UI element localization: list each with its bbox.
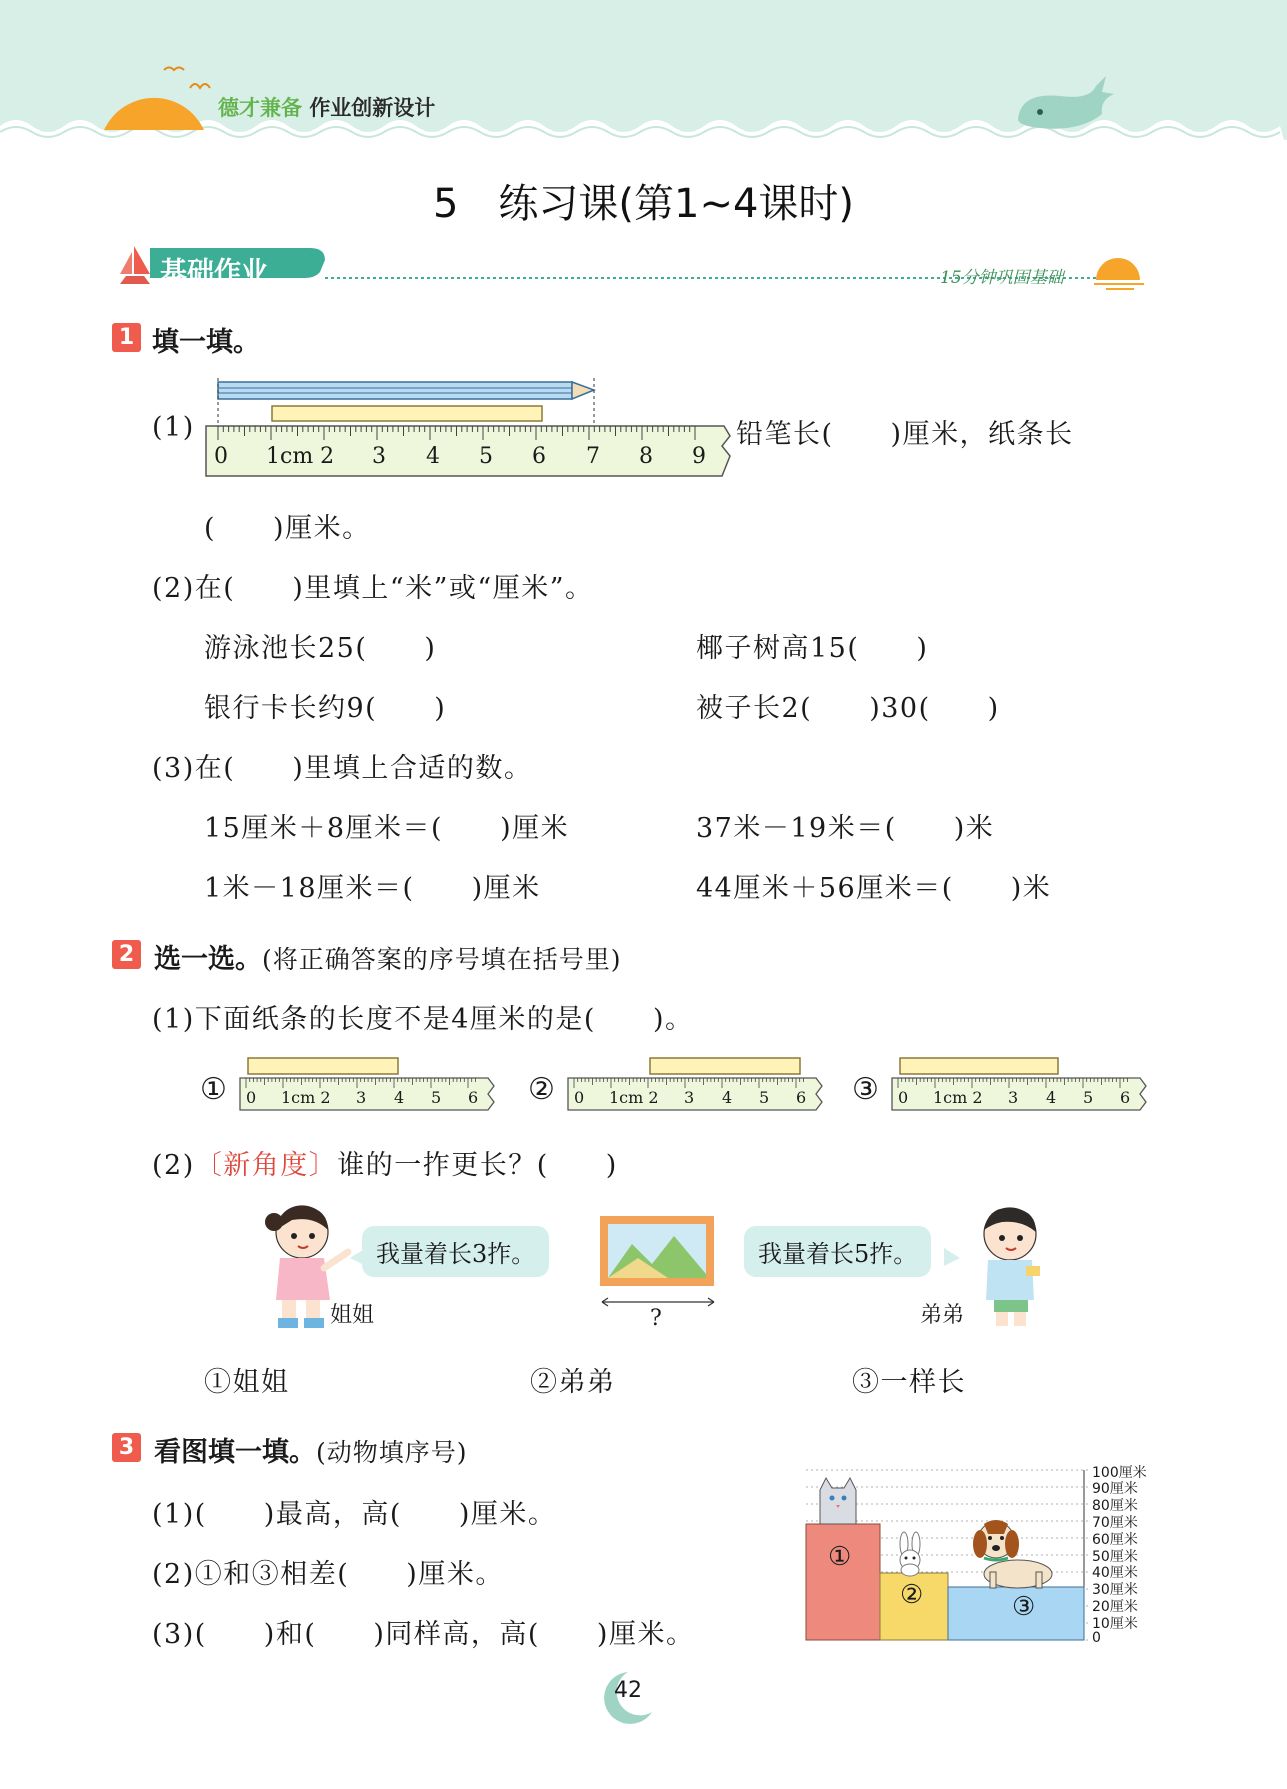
ruler-tick-label: 0 xyxy=(214,444,228,469)
q1-p2-item: 被子长2( )30( ) xyxy=(696,693,1000,724)
q3-title-text: 看图填一填。 xyxy=(154,1437,316,1468)
bubble-left-tail xyxy=(350,1248,366,1268)
q1-number: 1 xyxy=(112,323,141,352)
q1-title: 填一填。 xyxy=(152,327,260,358)
q3-item: (3)( )和( )同样高，高( )厘米。 xyxy=(152,1619,695,1650)
q3-item: (1)( )最高，高( )厘米。 xyxy=(152,1499,557,1530)
block-label-1: ① xyxy=(828,1542,852,1572)
q2-p2 xyxy=(152,1143,618,1182)
q2-choice: ②弟弟 xyxy=(530,1367,616,1398)
q1-p2-item: 椰子树高15( ) xyxy=(696,633,929,664)
q1-p2-title: (2)在( )里填上“米”或“厘米”。 xyxy=(152,573,594,604)
sr-tick-label: 5 xyxy=(431,1088,442,1107)
small-ruler-1 xyxy=(238,1056,498,1114)
sr-tick-label: 1cm 2 xyxy=(609,1088,659,1107)
q1-p3-item: 1米－18厘米＝( )厘米 xyxy=(204,873,541,904)
q2-p2-prefix: (2) xyxy=(152,1150,195,1181)
q3-title xyxy=(154,1430,468,1469)
small-ruler-2 xyxy=(566,1056,826,1114)
boy-illustration xyxy=(966,1202,1056,1332)
section-right-note: 15分钟巩固基础 xyxy=(940,268,1064,288)
q2-choice: ①姐姐 xyxy=(204,1367,290,1398)
section-tag: 基础作业 xyxy=(160,257,268,288)
q1-p2-item: 游泳池长25( ) xyxy=(204,633,437,664)
q1-p3-title: (3)在( )里填上合适的数。 xyxy=(152,753,533,784)
bubble-right: 我量着长5拃。 xyxy=(744,1226,931,1277)
q2-rulers xyxy=(200,1056,1200,1116)
small-ruler-3 xyxy=(890,1056,1150,1114)
scale-label: 80厘米 xyxy=(1092,1498,1138,1514)
ruler-tick-label: 5 xyxy=(479,444,493,469)
sr-tick-label: 4 xyxy=(722,1088,733,1107)
q1-p3-item: 15厘米＋8厘米＝( )厘米 xyxy=(204,813,570,844)
q2-number: 2 xyxy=(112,940,141,969)
q2-choice: ③一样长 xyxy=(852,1367,966,1398)
sr-tick-label: 5 xyxy=(759,1088,770,1107)
bubble-left: 我量着长3拃。 xyxy=(362,1226,549,1277)
ruler-tick-label: 3 xyxy=(372,444,386,469)
scale-label: 50厘米 xyxy=(1092,1549,1138,1565)
q1-p1-text: 铅笔长( )厘米，纸条长 xyxy=(736,419,1074,450)
sr-tick-label: 1cm 2 xyxy=(281,1088,331,1107)
page-title: 5 练习课(第1~4课时) xyxy=(432,181,855,227)
ruler-tick-label: 6 xyxy=(532,444,546,469)
sr-tick-label: 3 xyxy=(356,1088,367,1107)
sr-tick-label: 4 xyxy=(394,1088,405,1107)
brand xyxy=(218,92,435,122)
sr-tick-label: 3 xyxy=(1008,1088,1019,1107)
sr-tick-label: 6 xyxy=(468,1088,479,1107)
option-circle-3: ③ xyxy=(852,1072,879,1107)
block-label-3: ③ xyxy=(1012,1592,1036,1622)
sr-tick-label: 1cm 2 xyxy=(933,1088,983,1107)
scale-label: 0 xyxy=(1092,1630,1101,1646)
q2-title xyxy=(154,937,622,976)
q2-note: (将正确答案的序号填在括号里) xyxy=(262,945,622,974)
dog-illustration xyxy=(973,1520,1052,1588)
ruler-tick-label: 8 xyxy=(639,444,653,469)
new-angle-tag: 〔新角度〕 xyxy=(194,1150,338,1181)
option-circle-1: ① xyxy=(200,1072,227,1107)
length-question-mark: ? xyxy=(650,1306,662,1331)
ruler-tick-label: 9 xyxy=(692,444,706,469)
scale-label: 70厘米 xyxy=(1092,1515,1138,1531)
q3-item: (2)①和③相差( )厘米。 xyxy=(152,1559,504,1590)
sun-icon xyxy=(104,60,214,132)
sr-tick-label: 0 xyxy=(898,1088,909,1107)
rabbit-illustration xyxy=(900,1532,920,1576)
bird-icon xyxy=(188,78,218,92)
ruler-tick-label: 7 xyxy=(586,444,600,469)
scale-label: 40厘米 xyxy=(1092,1565,1138,1581)
scale-label: 60厘米 xyxy=(1092,1532,1138,1548)
option-circle-2: ② xyxy=(528,1072,555,1107)
scale-label: 90厘米 xyxy=(1092,1481,1138,1497)
painting-illustration xyxy=(598,1214,718,1312)
whale-icon xyxy=(1010,74,1120,134)
sr-tick-label: 6 xyxy=(796,1088,807,1107)
q1-p2-item: 银行卡长约9( ) xyxy=(204,693,447,724)
q3-number: 3 xyxy=(112,1433,141,1462)
q1-p3-item: 44厘米＋56厘米＝( )米 xyxy=(696,873,1052,904)
small-sun-icon xyxy=(1092,254,1148,294)
sr-tick-label: 3 xyxy=(684,1088,695,1107)
block-label-2: ② xyxy=(900,1580,924,1610)
scale-label: 10厘米 xyxy=(1092,1616,1138,1632)
bubble-right-tail xyxy=(944,1248,960,1268)
scale-label: 30厘米 xyxy=(1092,1582,1138,1598)
sr-tick-label: 6 xyxy=(1120,1088,1131,1107)
brand-green: 德才兼备 xyxy=(218,96,302,120)
sr-tick-label: 5 xyxy=(1083,1088,1094,1107)
sr-tick-label: 0 xyxy=(574,1088,585,1107)
q1-p1-label: (1) xyxy=(152,412,195,443)
q1-p3-item: 37米－19米＝( )米 xyxy=(696,813,995,844)
brand-dark: 作业创新设计 xyxy=(309,96,436,120)
q1-ruler-numbers xyxy=(204,444,724,476)
cat-illustration xyxy=(820,1478,856,1524)
q3-note: (动物填序号) xyxy=(316,1438,468,1467)
label-brother: 弟弟 xyxy=(920,1303,965,1328)
label-sister: 姐姐 xyxy=(330,1303,375,1328)
sr-tick-label: 4 xyxy=(1046,1088,1057,1107)
scale-label: 20厘米 xyxy=(1092,1599,1138,1615)
q2-p1-text: (1)下面纸条的长度不是4厘米的是( )。 xyxy=(152,1004,694,1035)
ruler-tick-label: 4 xyxy=(426,444,440,469)
scale-label: 100厘米 xyxy=(1092,1465,1147,1481)
page-number: 42 xyxy=(614,1678,642,1703)
sr-tick-label: 0 xyxy=(246,1088,257,1107)
q2-p2-text: 谁的一拃更长？( ) xyxy=(337,1150,618,1181)
q2-title-text: 选一选。 xyxy=(154,944,262,975)
ruler-tick-label: 1cm 2 xyxy=(266,444,335,469)
q1-p1-cont: ( )厘米。 xyxy=(204,513,371,544)
height-scale-labels xyxy=(1090,1462,1186,1652)
